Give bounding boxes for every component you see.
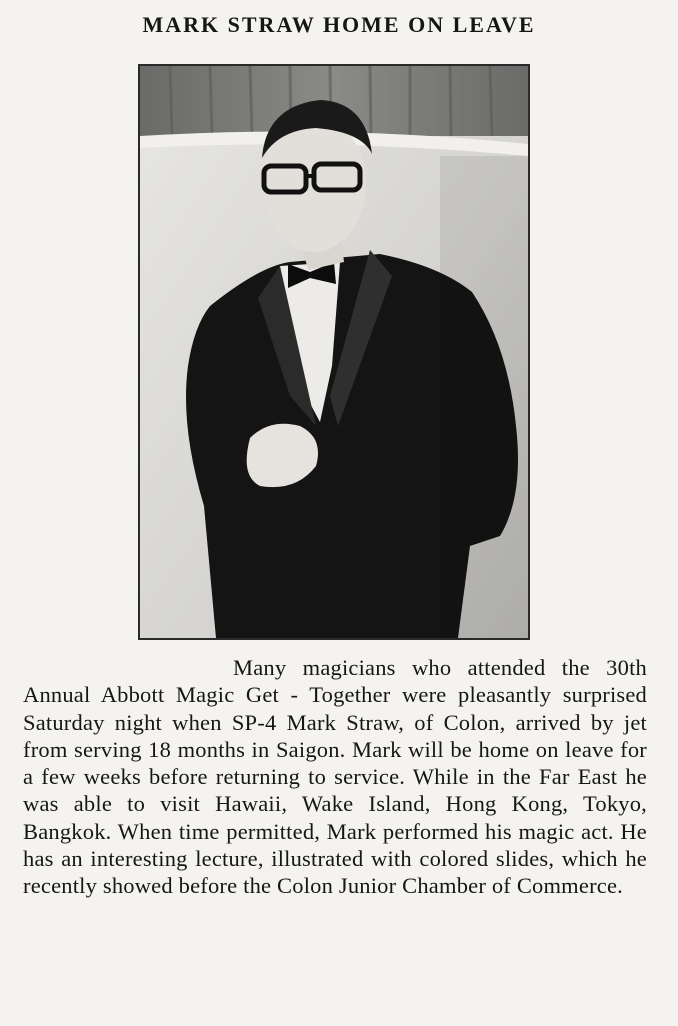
- article-body: Many magicians who attended the 30th Annual Abbott Magic Get - Together were pleasantly surprised Saturday night when SP-4 Mark Straw, of Colon, arrived by jet from serving 18 months in Saigon. Mark will be home on leave for a few weeks before returning to service. While in the Far East he was able to visit Hawaii, Wake Island, Hong Kong, Tokyo, Bangkok. When time permitted, Mark performed his magic act. He has an interesting lecture, illustrated with colored slides, which he recently showed before the Colon Junior Chamber of Commerce.: [23, 655, 647, 899]
- headline: MARK STRAW HOME ON LEAVE: [142, 12, 536, 37]
- portrait-photo: [138, 64, 530, 640]
- portrait-photo-icon: [140, 66, 528, 638]
